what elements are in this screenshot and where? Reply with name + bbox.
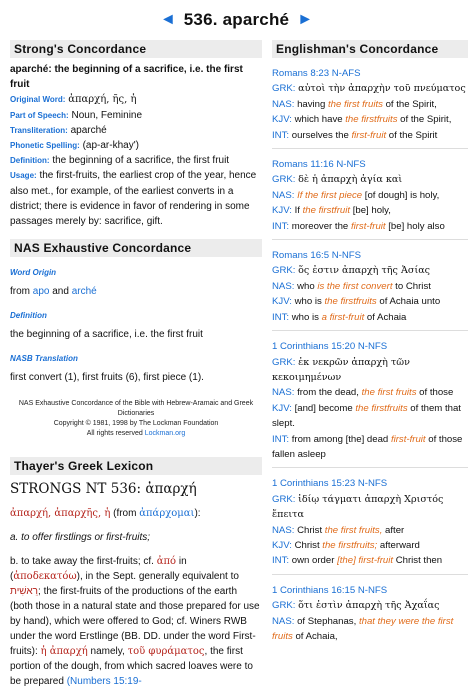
int-row-highlight: first-fruit (351, 129, 387, 141)
thayer-strongs-label: STRONGS NT 536: (10, 481, 142, 498)
pos-row (10, 108, 262, 123)
int-row-text: moreover the (291, 220, 351, 232)
thayer-b-greek1: ἡ ἀπαρχή (40, 646, 88, 658)
nas-row-text: from the dead, (297, 387, 362, 399)
int-row-label: INT: (272, 433, 292, 445)
verse-ref-link[interactable]: 1 Corinthians 15:23 N-NFS (272, 478, 388, 490)
kjv-row-label: KJV: (272, 296, 295, 308)
definition-value: the beginning of a sacrifice, the first fruit (52, 155, 230, 167)
verse-entry (272, 248, 468, 325)
copyright-line-3 (10, 429, 262, 439)
nas-row-text: Christ (297, 524, 325, 536)
phonetic-label: Phonetic Spelling: (10, 141, 80, 151)
copyright-line-1: NAS Exhaustive Concordance of the Bible with Hebrew-Aramaic and Greek Dictionaries (18, 400, 254, 418)
origin-and-text: and (52, 286, 69, 298)
original-word: ἀπαρχή, ῆς, ἡ (68, 94, 137, 106)
kjv-row-text-end: of Achaia unto (376, 296, 441, 308)
thayer-forms (10, 506, 262, 521)
grk-label: GRK: (272, 83, 299, 95)
kjv-row-text-end: [be] holy, (350, 205, 391, 217)
thayer-b-apo: ἀπό (156, 556, 177, 568)
thayer-b4: namely, (90, 646, 125, 658)
nas-heading: NAS Exhaustive Concordance (10, 239, 262, 257)
nas-row-text-end: [of dough] is holy, (362, 189, 440, 201)
left-column (10, 40, 262, 688)
kjv-row-text-end: of the Spirit, (397, 114, 452, 126)
nas-row-label: NAS: (272, 189, 298, 201)
int-row-text-end: Christ then (393, 555, 443, 567)
strongs-section (10, 58, 262, 229)
kjv-row-label: KJV: (272, 205, 295, 217)
word-origin-label: Word Origin (10, 268, 57, 278)
nas-row-text-end: after (382, 524, 405, 536)
nas-row-label: NAS: (272, 524, 298, 536)
nas-row-text: having (297, 98, 328, 110)
kjv-row-text: Christ (294, 539, 323, 551)
pos-label: Part of Speech: (10, 110, 69, 120)
grk-text: αὐτοὶ τὴν ἀπαρχὴν τοῦ πνεύματος (298, 83, 466, 95)
usage-label: Usage: (10, 171, 37, 181)
page-title: 536. aparché (183, 10, 290, 29)
int-row-text: own order (291, 555, 338, 567)
grk-row (272, 598, 468, 613)
definition-label: Definition: (10, 156, 50, 166)
phonetic-value: (ap-ar-khay') (82, 140, 139, 152)
kjv-row (272, 112, 468, 127)
thayer-b-greek2: τοῦ φυράματος (127, 646, 205, 658)
original-word-row (10, 92, 262, 107)
grk-label: GRK: (272, 356, 299, 368)
nas-row-text-end: of Achaia, (292, 631, 338, 642)
nas-row-highlight: the first fruits (328, 98, 383, 110)
thayer-from-text: (from (113, 508, 137, 520)
int-row-label: INT: (272, 129, 292, 141)
copyright-rights: All rights reserved (86, 430, 143, 438)
grk-text: δὲ ἡ ἀπαρχὴ ἁγία καὶ (298, 174, 403, 186)
thayer-from-close: ): (194, 508, 201, 520)
verse-entry (272, 157, 468, 234)
thayer-from-link[interactable]: ἀπάρχομαι (139, 508, 195, 520)
englishman-heading: Englishman's Concordance (272, 40, 468, 58)
thayer-b-apodek: ἀποδεκατόω (13, 571, 77, 583)
strongs-heading: Strong's Concordance (10, 40, 262, 58)
grk-row (272, 263, 468, 278)
thayer-b-hebrew: רֵאשִׁית (10, 586, 39, 598)
nas-row (272, 614, 468, 645)
nas-row (272, 97, 468, 112)
kjv-row-text-end: of them that slept. (272, 402, 461, 430)
verse-ref-link[interactable]: 1 Corinthians 15:20 N-NFS (272, 341, 388, 353)
translit-row (10, 123, 262, 138)
kjv-row-label: KJV: (272, 114, 295, 126)
nas-row-highlight: the first fruits, (324, 524, 383, 536)
kjv-row-label: KJV: (272, 402, 295, 414)
nas-row-highlight: that they were the first fruits (272, 615, 454, 642)
nas-definition: the beginning of a sacrifice, i.e. the first fruit (10, 329, 203, 341)
prev-arrow-icon[interactable]: ◄ (159, 11, 176, 28)
int-row-highlight: first-fruit (390, 433, 426, 445)
nas-row-text: of Stephanas, (297, 615, 359, 627)
kjv-row (272, 294, 468, 309)
int-row-text: ourselves the (291, 129, 352, 141)
original-word-label: Original Word: (10, 95, 66, 105)
verse-divider (272, 574, 468, 575)
strongs-lead: aparché: the beginning of a sacrifice, i.e. the first fruit (10, 64, 243, 91)
definition-row (10, 153, 262, 168)
int-row (272, 553, 468, 568)
kjv-row-highlight: the firstfruit (302, 205, 351, 217)
thayer-ref-link[interactable]: (Numbers 15:19- (66, 676, 142, 688)
int-row-text-end: of Achaia (364, 311, 407, 323)
grk-row (272, 81, 468, 96)
grk-label: GRK: (272, 600, 299, 612)
grk-text: ἰδίῳ τάγματι ἀπαρχὴ Χριστός ἔπειτα (272, 493, 444, 521)
thayer-def-b: b. to take away the first-fruits; cf. ἀπό in (ἀποδεκατόω), in the Sept. generally equivalent to רֵאשִׁית; the first-fruits of the productions of the earth (both those in a natural state and those prepared for use by hand), which were offered to God; cf. Winers RWB under the word Erstlinge (BB. DD. under the word First-fruits): ἡ ἀπαρχή namely, τοῦ φυράματος, the first portion of the dough, from which sacred loaves were to be prepared (Numbers 15:19- (10, 556, 260, 688)
kjv-row (272, 538, 468, 553)
nas-row-text: who (297, 280, 318, 292)
verse-entry (272, 339, 468, 462)
verse-ref-link[interactable]: Romans 16:5 N-NFS (272, 250, 362, 262)
nas-row (272, 385, 468, 400)
nas-row-highlight: is the first convert (317, 280, 393, 292)
next-arrow-icon[interactable]: ► (297, 11, 314, 28)
lockman-link[interactable]: Lockman.org (144, 430, 186, 438)
int-row-text-end: of the Spirit (386, 129, 438, 141)
grk-label: GRK: (272, 174, 299, 186)
verse-list (272, 66, 468, 644)
int-row (272, 310, 468, 325)
translit-label: Transliteration: (10, 125, 68, 135)
verse-entry (272, 583, 468, 645)
thayer-strongs (10, 481, 262, 497)
kjv-row-text: who is (294, 296, 325, 308)
translit-value: aparché (70, 124, 107, 136)
int-row-highlight: first-fruit (350, 220, 386, 232)
phonetic-row (10, 138, 262, 153)
kjv-row (272, 401, 468, 432)
kjv-row-highlight: the firstfruits; (322, 539, 378, 551)
nas-row-label: NAS: (272, 615, 298, 627)
right-column (272, 40, 468, 640)
verse-entry (272, 66, 468, 143)
nas-row-label: NAS: (272, 280, 298, 292)
copyright-line-2: Copyright © 1981, 1998 by The Lockman Foundation (53, 420, 219, 428)
thayer-b-in: in (178, 556, 187, 568)
nas-section (10, 257, 262, 439)
int-row-label: INT: (272, 555, 292, 567)
thayer-b5: , the first portion of the dough, from which sacred loaves were to be prepared (10, 646, 253, 688)
verse-divider (272, 148, 468, 149)
thayer-section (10, 481, 262, 689)
grk-row (272, 355, 468, 386)
nas-row (272, 523, 468, 538)
int-row-label: INT: (272, 220, 292, 232)
grk-label: GRK: (272, 265, 299, 277)
nas-row-highlight: If the first piece (297, 189, 363, 201)
thayer-b1: b. to take away the first-fruits; cf. (10, 556, 154, 568)
nas-definition-label: Definition (10, 311, 47, 321)
int-row (272, 128, 468, 143)
int-row (272, 219, 468, 234)
grk-text: ὅς ἐστιν ἀπαρχὴ τῆς Ἀσίας (298, 265, 431, 277)
kjv-row-highlight: the firstfruits (324, 296, 377, 308)
nas-row-text-end: to Christ (392, 280, 431, 292)
int-row-highlight: a first-fruit (321, 311, 365, 323)
grk-text: ὅτι ἐστὶν ἀπαρχὴ τῆς Ἀχαΐας (298, 600, 440, 612)
kjv-row-text: If (294, 205, 303, 217)
thayer-b2: ), in the Sept. generally equivalent to (76, 571, 239, 583)
grk-label: GRK: (272, 493, 299, 505)
thayer-strongs-word: ἀπαρχή (145, 481, 197, 498)
int-row-text-end: of those fallen asleep (272, 433, 463, 460)
verse-ref-link[interactable]: Romans 8:23 N-AFS (272, 68, 361, 79)
nas-row-text-end: of the Spirit, (382, 98, 437, 110)
nas-row-highlight: the first fruits (361, 387, 417, 399)
nas-row-label: NAS: (272, 98, 298, 110)
nas-row-label: NAS: (272, 387, 298, 399)
nas-copyright (10, 399, 262, 439)
verse-divider (272, 467, 468, 468)
verse-entry (272, 476, 468, 568)
kjv-row-text: which have (294, 114, 346, 126)
origin-link-arche[interactable]: arché (71, 286, 97, 298)
top-bar (0, 0, 473, 40)
usage-row (10, 168, 262, 229)
grk-row (272, 492, 468, 523)
int-row-text-end: [be] holy also (385, 220, 445, 232)
verse-ref-link[interactable]: 1 Corinthians 16:15 N-NFS (272, 584, 388, 596)
thayer-b3: ; the first-fruits of the productions of the earth (both those in a natural state and those prepared for use by hand), which were offered to God; cf. Winers RWB under the word Erstlinge (BB. DD. under the word First-fruits): (10, 586, 260, 658)
kjv-row (272, 203, 468, 218)
verse-divider (272, 239, 468, 240)
origin-from-text: from (10, 286, 30, 298)
int-row-label: INT: (272, 311, 292, 323)
verse-divider (272, 330, 468, 331)
int-row-text: from among [the] dead (291, 433, 391, 445)
grk-row (272, 172, 468, 187)
kjv-row-label: KJV: (272, 539, 295, 551)
thayer-forms-greek: ἀπαρχή, ἀπαρχῆς, ἡ (10, 508, 111, 520)
nas-row (272, 279, 468, 294)
pos-value: Noun, Feminine (71, 109, 143, 121)
kjv-row-highlight: the firstfruits (355, 402, 408, 414)
nasb-translation: first convert (1), first fruits (6), first piece (1). (10, 372, 204, 384)
kjv-row-text-end: afterward (377, 539, 420, 551)
origin-link-apo[interactable]: apo (32, 286, 50, 298)
verse-ref-link[interactable]: Romans 11:16 N-NFS (272, 159, 366, 171)
thayer-def-a: a. to offer firstlings or first-fruits; (10, 532, 151, 544)
int-row-text: who is (291, 311, 322, 323)
kjv-row-highlight: the firstfruits (345, 114, 398, 126)
nas-row-text-end: of those (416, 387, 454, 399)
int-row (272, 432, 468, 463)
grk-text: ἐκ νεκρῶν ἀπαρχὴ τῶν κεκοιμημένων (272, 356, 410, 383)
usage-value: the first-fruits, the earliest crop of the year, hence also met., for example, of the earliest converts in a district; there is evidence in favor of rendering in some passages merely by: sacrifice, gift. (10, 170, 257, 228)
word-origin (10, 286, 262, 297)
nasb-translation-label: NASB Translation (10, 354, 78, 364)
thayer-heading: Thayer's Greek Lexicon (10, 457, 262, 475)
kjv-row-text: [and] become (294, 402, 356, 414)
nas-row (272, 188, 468, 203)
int-row-highlight: [the] first-fruit (337, 555, 394, 567)
